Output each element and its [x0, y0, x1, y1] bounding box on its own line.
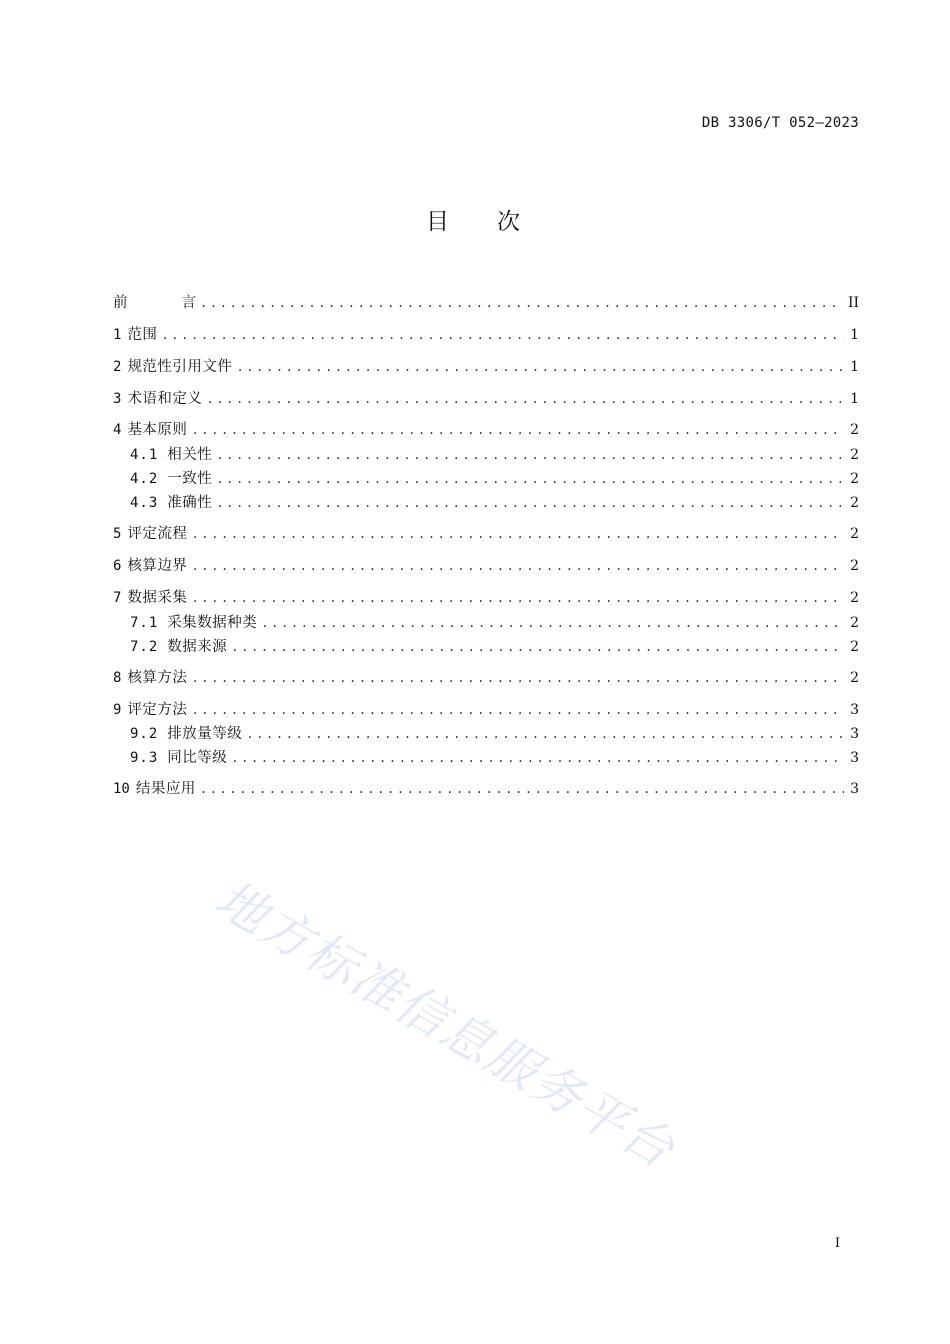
dot-leader — [231, 751, 844, 765]
toc-entry-number: 3 — [113, 391, 122, 407]
toc-entry-number: 9 — [113, 702, 122, 718]
toc-entry-page: 3 — [850, 702, 859, 718]
toc-entry[interactable] — [113, 291, 859, 313]
toc-entry[interactable] — [113, 586, 859, 608]
page-number: I — [834, 1236, 840, 1251]
dot-leader — [191, 559, 844, 573]
toc-entry-number: 2 — [113, 359, 122, 375]
toc-entry-label: 结果应用 — [135, 781, 196, 797]
dot-leader — [191, 703, 844, 717]
toc-entry[interactable] — [113, 698, 859, 720]
toc-entry-number: 9.2 — [130, 726, 159, 742]
toc-entry-label: 前 言 — [113, 295, 196, 311]
toc-entry-number: 10 — [113, 781, 130, 797]
toc-entry-page: 3 — [850, 781, 859, 797]
dot-leader — [161, 328, 844, 342]
toc-entry-number: 7.1 — [130, 615, 159, 631]
toc-entry-number: 4.1 — [130, 447, 159, 463]
toc-entry[interactable] — [113, 355, 859, 377]
toc-entry[interactable] — [113, 418, 859, 440]
toc-title-part2: 次 — [497, 209, 524, 235]
toc-entry-label: 评定流程 — [127, 526, 188, 542]
toc-entry-label: 基本原则 — [127, 422, 188, 438]
dot-leader — [216, 496, 844, 510]
toc-entry-page: 2 — [850, 558, 859, 574]
toc-entry-page: 2 — [850, 615, 859, 631]
dot-leader — [216, 472, 844, 486]
toc-entry-label: 一致性 — [167, 471, 213, 487]
toc-entry[interactable] — [130, 467, 859, 489]
toc-entry-label: 数据采集 — [127, 590, 188, 606]
toc-entry-label: 准确性 — [167, 495, 213, 511]
toc-entry-page: 1 — [850, 359, 859, 375]
dot-leader — [191, 671, 844, 685]
dot-leader — [261, 616, 844, 630]
toc-entry-number: 6 — [113, 558, 122, 574]
dot-leader — [216, 448, 844, 462]
toc-entry[interactable] — [113, 323, 859, 345]
dot-leader — [200, 782, 844, 796]
toc-entry-label: 核算边界 — [127, 558, 188, 574]
toc-entry-page: 3 — [850, 750, 859, 766]
toc-entry-page: 2 — [850, 495, 859, 511]
document-code: DB 3306/T 052—2023 — [701, 115, 859, 131]
toc-entry[interactable] — [130, 746, 859, 768]
toc-entry[interactable] — [113, 666, 859, 688]
toc-entry-number: 4.3 — [130, 495, 159, 511]
toc-entry-label: 同比等级 — [167, 750, 228, 766]
toc-entry-label: 相关性 — [167, 447, 213, 463]
toc-entry-page: 2 — [850, 670, 859, 686]
toc-entry-page: 1 — [850, 391, 859, 407]
toc-entry-page: 2 — [850, 639, 859, 655]
toc-entry-label: 范围 — [127, 327, 158, 343]
toc-entry-number: 7.2 — [130, 639, 159, 655]
toc-entry-page: 2 — [850, 447, 859, 463]
toc-entry-label: 排放量等级 — [167, 726, 243, 742]
toc-entry-label: 评定方法 — [127, 702, 188, 718]
toc-entry-page: 2 — [850, 526, 859, 542]
dot-leader — [236, 360, 844, 374]
toc-entry-label: 采集数据种类 — [167, 615, 258, 631]
toc-entry[interactable] — [130, 491, 859, 513]
toc-entry[interactable] — [113, 554, 859, 576]
toc-entry-label: 数据来源 — [167, 639, 228, 655]
dot-leader — [191, 423, 844, 437]
toc-entry-number: 1 — [113, 327, 122, 343]
toc-entry-number: 7 — [113, 590, 122, 606]
toc-entry-page: 1 — [850, 327, 859, 343]
toc-entry-page: 2 — [850, 422, 859, 438]
toc-entry-number: 8 — [113, 670, 122, 686]
toc-entry[interactable] — [130, 722, 859, 744]
toc-entry-number: 4 — [113, 422, 122, 438]
watermark: 地方标准信息服务平台 — [205, 869, 685, 1180]
dot-leader — [206, 392, 844, 406]
toc-entry-label: 规范性引用文件 — [127, 359, 233, 375]
toc-entry[interactable] — [113, 387, 859, 409]
toc-title — [0, 203, 950, 236]
dot-leader — [246, 727, 844, 741]
toc-entry-number: 5 — [113, 526, 122, 542]
toc-entry-page: 2 — [850, 590, 859, 606]
toc-entry[interactable] — [113, 522, 859, 544]
toc-entry-number: 4.2 — [130, 471, 159, 487]
toc-entry-label: 核算方法 — [127, 670, 188, 686]
toc-title-part1: 目 — [426, 209, 453, 235]
toc-entry[interactable] — [130, 611, 859, 633]
toc-entry-number: 9.3 — [130, 750, 159, 766]
dot-leader — [191, 591, 844, 605]
toc-entry-label: 术语和定义 — [127, 391, 203, 407]
toc-entry[interactable] — [130, 635, 859, 657]
dot-leader — [191, 527, 844, 541]
dot-leader — [231, 640, 844, 654]
dot-leader — [200, 296, 842, 310]
toc-entry-page: 3 — [850, 726, 859, 742]
toc-entry[interactable] — [130, 443, 859, 465]
toc-entry[interactable] — [113, 777, 859, 799]
toc-entry-page: II — [847, 295, 859, 311]
toc-entry-page: 2 — [850, 471, 859, 487]
